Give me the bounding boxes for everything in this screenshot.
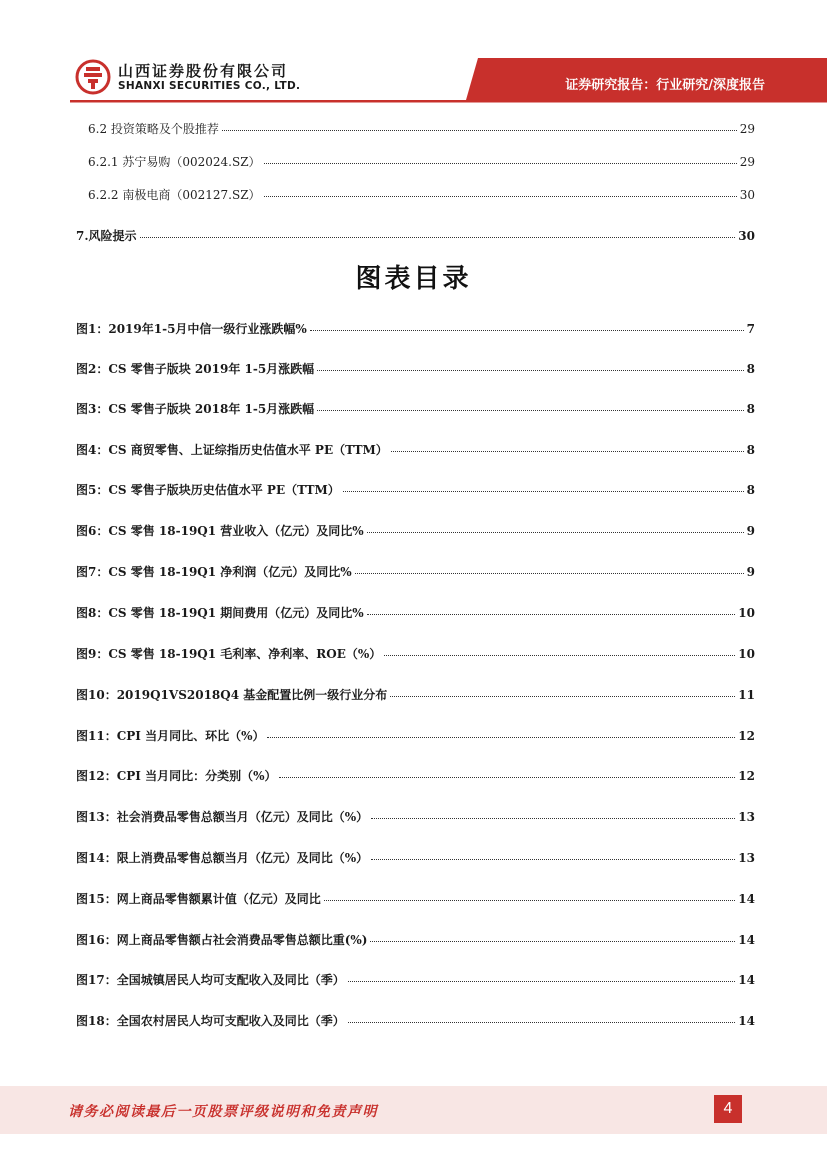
- figure-entry-label: 图8：CS 零售 18-19Q1 期间费用（亿元）及同比%: [76, 606, 364, 620]
- figure-entry-label: 图7：CS 零售 18-19Q1 净利润（亿元）及同比%: [76, 565, 352, 579]
- toc-leader-dots: [317, 370, 743, 371]
- page-footer: [0, 1086, 827, 1134]
- figure-entry-label: 图6：CS 零售 18-19Q1 营业收入（亿元）及同比%: [76, 524, 364, 538]
- figure-entry[interactable]: [76, 360, 755, 377]
- figure-entry-page: 14: [738, 973, 755, 987]
- figure-entry[interactable]: [76, 767, 755, 784]
- header-banner: [0, 0, 827, 118]
- figure-entry-page: 7: [746, 322, 755, 336]
- toc-entry-label: 7.风险提示: [76, 229, 137, 243]
- figure-entry-label: 图15：网上商品零售额累计值（亿元）及同比: [76, 892, 321, 906]
- figure-entry-page: 11: [738, 688, 755, 702]
- figure-entry-page: 9: [746, 524, 755, 538]
- toc-entry-page: 30: [739, 188, 755, 202]
- figure-entry-page: 8: [746, 443, 755, 457]
- figure-entry-page: 14: [738, 933, 755, 947]
- figure-entry-label: 图1：2019年1-5月中信一级行业涨跌幅%: [76, 322, 307, 336]
- report-type-label: 证券研究报告：行业研究/深度报告: [565, 78, 765, 93]
- toc-leader-dots: [348, 1022, 736, 1023]
- figure-entry-page: 12: [738, 729, 755, 743]
- figure-entry-label: 图16：网上商品零售额占社会消费品零售总额比重(%): [76, 933, 368, 947]
- figure-entry-label: 图10：2019Q1VS2018Q4 基金配置比例一级行业分布: [76, 688, 388, 702]
- figure-entry-label: 图9：CS 零售 18-19Q1 毛利率、净利率、ROE（%）: [76, 647, 382, 661]
- page-header: [0, 0, 827, 118]
- toc-entry-page: 29: [739, 122, 755, 136]
- toc-leader-dots: [317, 410, 743, 411]
- toc-leader-dots: [370, 941, 735, 942]
- figure-entry-page: 8: [746, 362, 755, 376]
- figure-entry[interactable]: [76, 604, 755, 621]
- toc-entry-label: 6.2.2 南极电商（002127.SZ）: [88, 188, 261, 202]
- toc-leader-dots: [279, 777, 735, 778]
- toc-leader-dots: [264, 163, 737, 164]
- shanxi-securities-logo-icon: [75, 59, 111, 95]
- figure-entry[interactable]: [76, 890, 755, 907]
- figure-entry[interactable]: [76, 1012, 755, 1029]
- toc-entry[interactable]: [76, 227, 755, 244]
- toc-leader-dots: [324, 900, 736, 901]
- toc-leader-dots: [140, 237, 736, 238]
- toc-leader-dots: [355, 573, 744, 574]
- toc-leader-dots: [310, 330, 744, 331]
- page-number: 4: [714, 1095, 742, 1123]
- figure-entry[interactable]: [76, 849, 755, 866]
- figure-entry[interactable]: [76, 727, 755, 744]
- toc-entry-page: 29: [739, 155, 755, 169]
- figure-entry-label: 图4：CS 商贸零售、上证综指历史估值水平 PE（TTM）: [76, 443, 388, 457]
- toc-entry[interactable]: [88, 153, 755, 170]
- toc-leader-dots: [391, 451, 744, 452]
- figure-entry-page: 14: [738, 1014, 755, 1028]
- toc-entry[interactable]: [88, 186, 755, 203]
- figure-entry-label: 图3：CS 零售子版块 2018年 1-5月涨跌幅: [76, 402, 315, 416]
- figure-entry-page: 13: [738, 810, 755, 824]
- figures-list-title: 图表目录: [355, 264, 472, 294]
- toc-leader-dots: [267, 737, 735, 738]
- toc-leader-dots: [367, 614, 736, 615]
- figure-entry-label: 图14：限上消费品零售总额当月（亿元）及同比（%）: [76, 851, 369, 865]
- toc-entry-page: 30: [738, 229, 755, 243]
- figure-entry-page: 10: [738, 606, 755, 620]
- figure-entry[interactable]: [76, 808, 755, 825]
- toc-leader-dots: [371, 859, 735, 860]
- figure-entry-label: 图13：社会消费品零售总额当月（亿元）及同比（%）: [76, 810, 369, 824]
- figure-entry-label: 图5：CS 零售子版块历史估值水平 PE（TTM）: [76, 483, 340, 497]
- figure-entry[interactable]: [76, 320, 755, 337]
- figure-entry[interactable]: [76, 400, 755, 417]
- toc-leader-dots: [343, 491, 744, 492]
- figure-entry-page: 13: [738, 851, 755, 865]
- toc-leader-dots: [367, 532, 744, 533]
- toc-leader-dots: [390, 696, 735, 697]
- figure-entry-label: 图12：CPI 当月同比：分类别（%）: [76, 769, 277, 783]
- toc-entry[interactable]: [88, 120, 755, 137]
- disclaimer-notice: 请务必阅读最后一页股票评级说明和免责声明: [68, 1104, 378, 1120]
- figure-entry[interactable]: [76, 563, 755, 580]
- toc-leader-dots: [264, 196, 737, 197]
- company-name-cn: 山西证券股份有限公司: [118, 62, 289, 80]
- figure-entry-page: 14: [738, 892, 755, 906]
- figure-entry-page: 8: [746, 402, 755, 416]
- toc-entry-label: 6.2 投资策略及个股推荐: [88, 122, 219, 136]
- toc-leader-dots: [384, 655, 735, 656]
- figure-entry[interactable]: [76, 931, 755, 948]
- figure-entry-label: 图11：CPI 当月同比、环比（%）: [76, 729, 265, 743]
- toc-leader-dots: [371, 818, 735, 819]
- figure-entry-label: 图18：全国农村居民人均可支配收入及同比（季）: [76, 1014, 345, 1028]
- figure-entry[interactable]: [76, 971, 755, 988]
- toc-entry-label: 6.2.1 苏宁易购（002024.SZ）: [88, 155, 261, 169]
- toc-leader-dots: [222, 130, 737, 131]
- figure-entry[interactable]: [76, 481, 755, 498]
- figure-entry-page: 10: [738, 647, 755, 661]
- figure-entry[interactable]: [76, 441, 755, 458]
- figure-entry-label: 图17：全国城镇居民人均可支配收入及同比（季）: [76, 973, 345, 987]
- figure-entry[interactable]: [76, 522, 755, 539]
- figure-entry[interactable]: [76, 645, 755, 662]
- figure-entry-label: 图2：CS 零售子版块 2019年 1-5月涨跌幅: [76, 362, 315, 376]
- figure-entry-page: 8: [746, 483, 755, 497]
- figure-entry-page: 9: [746, 565, 755, 579]
- figure-entry-page: 12: [738, 769, 755, 783]
- figure-entry[interactable]: [76, 686, 755, 703]
- company-name-en: SHANXI SECURITIES CO., LTD.: [118, 80, 301, 92]
- toc-leader-dots: [348, 981, 736, 982]
